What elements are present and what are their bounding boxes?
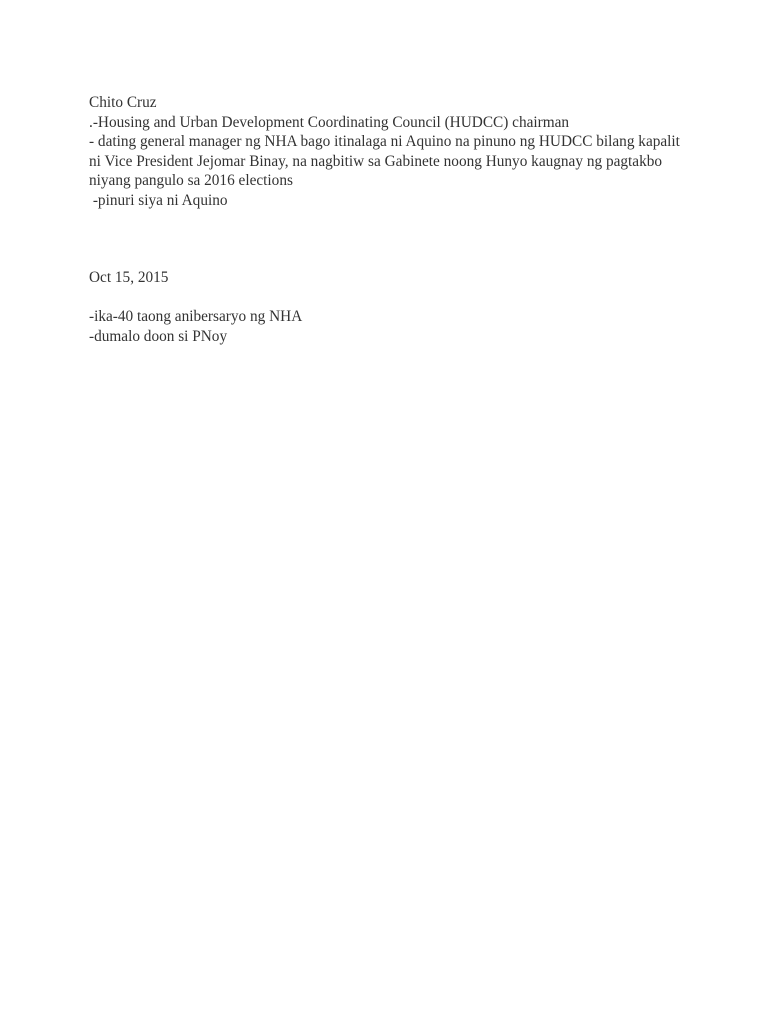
spacer <box>89 288 689 308</box>
background-note: - dating general manager ng NHA bago itinalaga ni Aquino na pinuno ng HUDCC bilang kapalit ni Vice President Jejomar Binay, na nagbitiw sa Gabinete noong Hunyo kaugnay ng pagtakbo niyang pangulo sa 2016 elections <box>89 133 680 189</box>
position-title: .-Housing and Urban Development Coordinating Council (HUDCC) chairman <box>89 113 570 131</box>
praise-note: -pinuri siya ni Aquino <box>89 191 228 209</box>
event-note-attendance: -dumalo doon si PNoy <box>89 327 228 345</box>
spacer <box>89 210 689 268</box>
document-body <box>89 93 689 346</box>
event-date: Oct 15, 2015 <box>89 269 169 286</box>
event-note-anniversary: -ika-40 taong anibersaryo ng NHA <box>89 308 303 325</box>
person-name: Chito Cruz <box>89 94 157 111</box>
